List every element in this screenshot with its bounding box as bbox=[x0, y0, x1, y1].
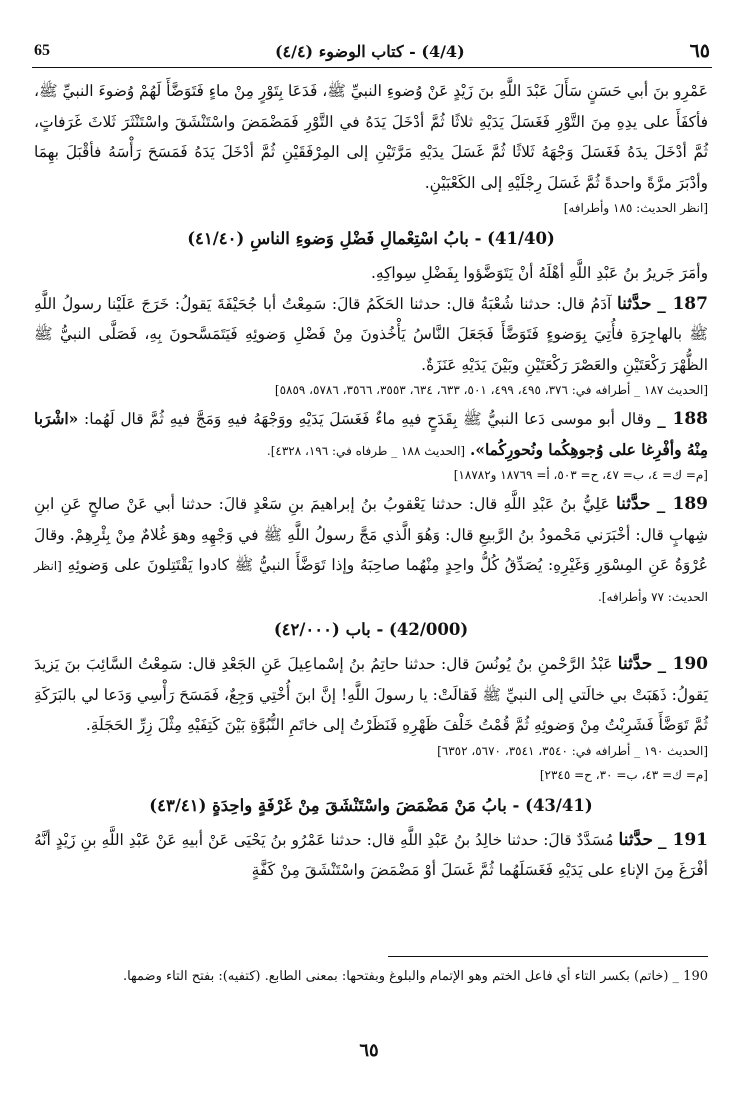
hadith-number: 188 _ bbox=[657, 409, 708, 429]
running-header bbox=[34, 38, 710, 64]
hadith-188 bbox=[34, 404, 708, 465]
hadith-text: عَبْدُ الرَّحْمنِ بنُ يُونُسَ قال: حدثنا حاتِمُ بنُ إسْماعِيلَ عَنِ الجَعْدِ قال: سَمِعْتُ السَّائِبَ بنَ يَزيدَ يَقولُ: ذَهَبَتْ بي خالَتي إلى النبيِّ ﷺ فَقالَتْ: يا رسولَ اللَّهِ! إنَّ ابنَ أُخْتِي وَجِعٌ، فَمَسَحَ رَأْسِي وَدَعا لي بالبَرَكَةِ ثُمَّ تَوَضَّأَ فَشَرِبْتُ مِنْ وَضوئِهِ ثُمَّ قُمْتُ خَلْفَ ظَهْرِهِ فَنَظَرْتُ إلى خاتَمِ النُّبُوَّةِ بَيْنَ كَتِفَيْهِ مِثْلَ زِرِّ الحَجَلَةِ. bbox=[34, 655, 708, 734]
hadith-opening-word: حدَّثنا bbox=[615, 494, 651, 514]
cross-reference: [الحديث ١٨٧ _ أطرافه في: ٣٧٦، ٤٩٥، ٤٩٩، ٥٠١، ٦٣٣، ٦٣٤، ٣٥٥٣، ٣٥٦٦، ٥٧٨٦، ٥٨٥٩] bbox=[274, 383, 708, 397]
hadith-191 bbox=[34, 825, 708, 886]
hadith-number: 191 _ bbox=[658, 829, 708, 850]
hadith-quote: «اشْرَبا مِنْهُ وأفْرِغا على وُجوهِكُما ونُحورِكُما». bbox=[34, 410, 708, 459]
hadith-189 bbox=[34, 489, 708, 611]
hadith-opening-word: حدَّثنا bbox=[618, 829, 654, 850]
cross-reference: [الحديث ١٩٠ _ أطرافه في: ٣٥٤٠، ٣٥٤١، ٥٦٧٠، ٦٣٥٢] bbox=[437, 743, 708, 758]
header-rule bbox=[32, 67, 712, 68]
cross-reference: [انظر الحديث: ١٨٥ وأطرافه] bbox=[563, 201, 708, 215]
running-title: (4/4) - كتاب الوضوء (٤/٤) bbox=[274, 41, 465, 61]
hadith-number: 189 _ bbox=[656, 494, 708, 514]
chapter-heading-43: (43/41) - بابُ مَنْ مَضْمَضَ واسْتَنْشَقَ مِنْ غَرْفَةٍ واحِدَةٍ (٤٣/٤١) bbox=[149, 795, 593, 815]
page-number-footer: ٦٥ bbox=[359, 1040, 379, 1061]
chapter-heading-41: (41/40) - بابُ اسْتِعْمالِ فَضْلِ وَضوءِ الناسِ (٤١/٤٠) bbox=[187, 229, 555, 248]
hadith-opening-word: حدَّثنا bbox=[617, 654, 653, 674]
footnote: 190 _ (خاتم) بكسر التاء أي فاعل الختم وهو الإتمام والبلوغ وبفتحها: بمعنى الطابع. (كتفيه): بفتح التاء وضمها. bbox=[122, 969, 708, 984]
paragraph-continuation: عَمْرِو بنَ أبي حَسَنٍ سَأَلَ عَبْدَ اللَّهِ بنَ زَيْدٍ عَنْ وُضوءِ النبيِّ ﷺ، فَدَعَا بِتَوْرٍ مِنْ ماءٍ فَتَوَضَّأَ لَهُمْ وُضوءَ النبيِّ ﷺ، فأكفَأَ على يدِهِ مِنَ التَّوْرِ فَغَسَلَ يَدَيْهِ ثلاثًا ثُمَّ أدْخَلَ يَدَهُ في التَّوْرِ فَمَضْمَضَ واسْتَنْشَقَ واسْتَنْثَرَ ثَلاثَ غَرَفاتٍ، ثُمَّ أدْخَلَ يدَهُ فَغَسَلَ وَجْهَهُ ثَلاثًا ثُمَّ غَسَلَ يدَيْهِ مَرَّتَيْنِ إلى المِرْفَقَيْنِ ثُمَّ أدْخَلَ يَدَهُ فَمَسَحَ رَأْسَهُ فأقْبَلَ بهِمَا وأدْبَرَ مرَّةً واحدةً ثُمَّ غَسَلَ رِجْلَيْهِ إلى الكَعْبَيْنِ. bbox=[34, 82, 708, 192]
footnote-rule bbox=[388, 956, 708, 957]
hadith-number: 187 _ bbox=[657, 293, 708, 314]
cross-reference: [الحديث ١٨٨ _ طرفاه في: ١٩٦، ٤٣٢٨]. bbox=[266, 443, 466, 458]
chapter-heading-42: (42/000) - باب (٤٢/٠٠٠) bbox=[273, 620, 469, 639]
hadith-text: مُسَدَّدٌ قالَ: حدثنا خالِدُ بنُ عَبْدِ اللَّهِ قال: حدثنا عَمْرُو بنُ يَحْيَى عَنْ أبيهِ عَنْ عَبْدِ اللَّهِ بنِ زَيْدٍ أنَّهُ أفْرَغَ مِنَ الإناءِ على يَدَيْهِ فَغَسَلَهُما ثُمَّ غَسَلَ أوْ مَضْمَضَ واسْتَنْشَقَ مِنْ كَفَّةٍ bbox=[34, 830, 708, 879]
cross-reference: [م= ك= ٤، ب= ٤٧، ح= ٥٠٣، أ= ١٨٧٦٩ و١٨٧٨٢] bbox=[453, 468, 708, 482]
cross-reference: [انظر الحديث: ٧٧ وأطرافه]. bbox=[34, 559, 708, 604]
hadith-187 bbox=[34, 289, 708, 381]
hadith-text: عَلِيُّ بنُ عَبْدِ اللَّهِ قال: حدثنا يَعْقوبُ بنُ إبراهيمَ بنِ سَعْدٍ قالَ: حدثنا أبي عَنْ صالحٍ عَنِ ابنِ شِهابٍ قال: أخْبَرَني مَحْمودُ بنُ الرَّبيعِ قال: وَهُوَ الَّذي مَجَّ رسولُ اللَّهِ ﷺ في وَجْهِهِ وهوَ غُلامٌ مِنْ بِئْرِهِمْ. وقالَ عُرْوَةُ عَنِ المِسْوَرِ وَغَيْرِهِ: يُصَدِّقُ كُلُّ واحِدٍ مِنْهُما صاحِبَهُ وإذا تَوَضَّأَ النبيُّ ﷺ كادوا يَقْتَتِلونَ على وَضوئِهِ bbox=[34, 495, 708, 574]
hadith-text: آدَمُ قال: حدثنا شُعْبَةُ قال: حدثنا الحَكَمُ قالَ: سَمِعْتُ أبا جُحَيْفَةَ يَقولُ: خَرَجَ عَلَيْنا رسولُ اللَّهِ ﷺ بالهاجِرَةِ فأُتِيَ بِوَضوءٍ فَتَوَضَّأَ فَجَعَلَ النَّاسُ يَأْخُذونَ مِنْ فَضْلِ وَضوئِهِ فَيَتَمَسَّحونَ بِهِ، فَصَلَّى النبيُّ ﷺ الظُّهْرَ رَكْعَتَيْنِ والعَصْرَ رَكْعَتَيْنِ وبَيْنَ يَدَيْهِ عَنَزَةٌ. bbox=[34, 294, 708, 374]
chapter-note: وأمَرَ جَريرُ بنُ عَبْدِ اللَّهِ أهْلَهُ أنْ يَتَوَضَّؤوا بِفَضْلِ سِواكِهِ. bbox=[370, 264, 708, 282]
cross-reference: [م= ك= ٤٣، ب= ٣٠، ح= ٢٣٤٥] bbox=[539, 767, 708, 782]
hadith-text: وقال أبو موسى دَعا النبيُّ ﷺ بِقَدَحٍ فيهِ ماءٌ فَغَسَلَ يَدَيْهِ ووَجْهَهُ فيهِ وَمَجَّ فيهِ ثُمَّ قال لَهُما: bbox=[84, 410, 652, 428]
page-body bbox=[34, 76, 708, 886]
hadith-190 bbox=[34, 649, 708, 741]
hadith-opening-word: حدَّثنا bbox=[616, 293, 652, 314]
hadith-number: 190 _ bbox=[657, 654, 708, 674]
page-number-arabic: ٦٥ bbox=[689, 40, 710, 62]
page-number-latin: 65 bbox=[34, 42, 50, 59]
